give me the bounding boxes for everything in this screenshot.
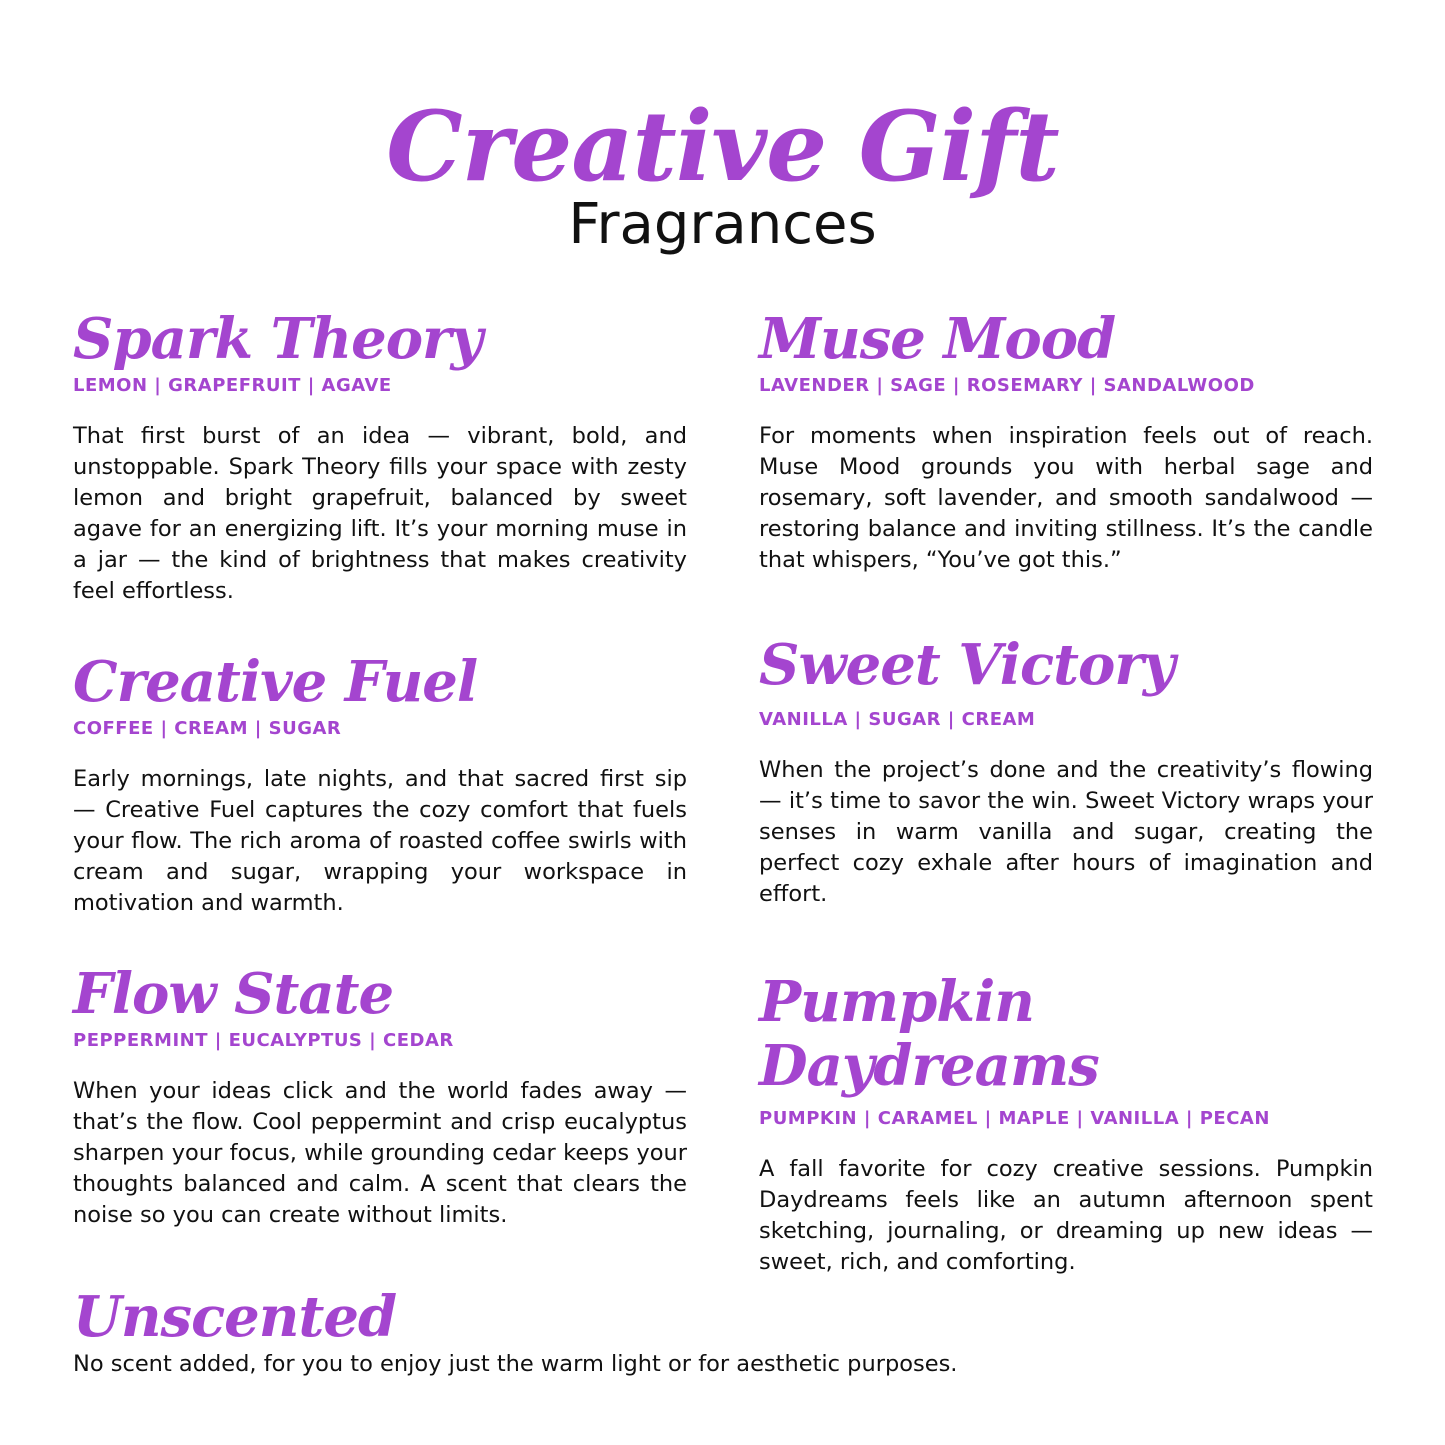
scent-sweet-victory <box>759 633 1373 933</box>
scent-description: For moments when inspiration feels out of reach. Muse Mood grounds you with herbal sage and rosemary, soft lavender, and smooth sandalwood — restoring balance and inviting stillness. It’s the candle that whispers, “You’ve got this.” <box>759 423 1373 573</box>
scent-notes: COFFEE | CREAM | SUGAR <box>73 718 342 739</box>
scent-notes: PEPPERMINT | EUCALYPTUS | CEDAR <box>73 1030 454 1051</box>
scent-name: Muse Mood <box>759 306 1116 372</box>
scent-notes: LEMON | GRAPEFRUIT | AGAVE <box>73 375 392 396</box>
scent-name: Spark Theory <box>73 306 483 372</box>
scent-unscented <box>73 1285 1373 1403</box>
scent-muse-mood <box>759 307 1373 599</box>
scent-description: When the project’s done and the creativity’s flowing — it’s time to savor the win. Sweet Victory wraps your senses in warm vanilla and sugar, creating the perfect cozy exhale after hours of imagination and effort. <box>759 757 1373 907</box>
scent-creative-fuel <box>73 650 687 942</box>
scent-notes: VANILLA | SUGAR | CREAM <box>759 709 1036 730</box>
scent-spark-theory <box>73 307 687 630</box>
main-title: Creative Gift <box>386 90 1059 203</box>
scent-description: When your ideas click and the world fades away — that’s the flow. Cool peppermint and crisp eucalyptus sharpen your focus, while grounding cedar keeps your thoughts balanced and calm. A scent that clears the noise so you can create without limits. <box>73 1078 687 1228</box>
scent-notes: LAVENDER | SAGE | ROSEMARY | SANDALWOOD <box>759 375 1255 396</box>
scent-name: Sweet Victory <box>759 632 1175 698</box>
scent-pumpkin-daydreams <box>759 970 1373 1301</box>
scent-description: A fall favorite for cozy creative sessions. Pumpkin Daydreams feels like an autumn afternoon spent sketching, journaling, or dreaming up new ideas — sweet, rich, and comforting. <box>759 1156 1373 1275</box>
scent-name: Flow State <box>73 961 394 1027</box>
scent-flow-state <box>73 962 687 1254</box>
main-subtitle: Fragrances <box>568 192 877 257</box>
scent-description: Early mornings, late nights, and that sacred first sip — Creative Fuel captures the cozy comfort that fuels your flow. The rich aroma of roasted coffee swirls with cream and sugar, wrapping your workspace in motivation and warmth. <box>73 766 687 916</box>
scent-name: Creative Fuel <box>73 649 478 715</box>
scent-name: Pumpkin Daydreams <box>759 969 1099 1099</box>
scent-name: Unscented <box>73 1284 397 1350</box>
scent-description: That first burst of an idea — vibrant, bold, and unstoppable. Spark Theory fills your space with zesty lemon and bright grapefruit, balanced by sweet agave for an energizing lift. It’s your morning muse in a jar — the kind of brightness that makes creativity feel effortless. <box>73 423 687 604</box>
scent-notes: PUMPKIN | CARAMEL | MAPLE | VANILLA | PECAN <box>759 1108 1270 1129</box>
scent-description: No scent added, for you to enjoy just the warm light or for aesthetic purposes. <box>73 1351 958 1377</box>
